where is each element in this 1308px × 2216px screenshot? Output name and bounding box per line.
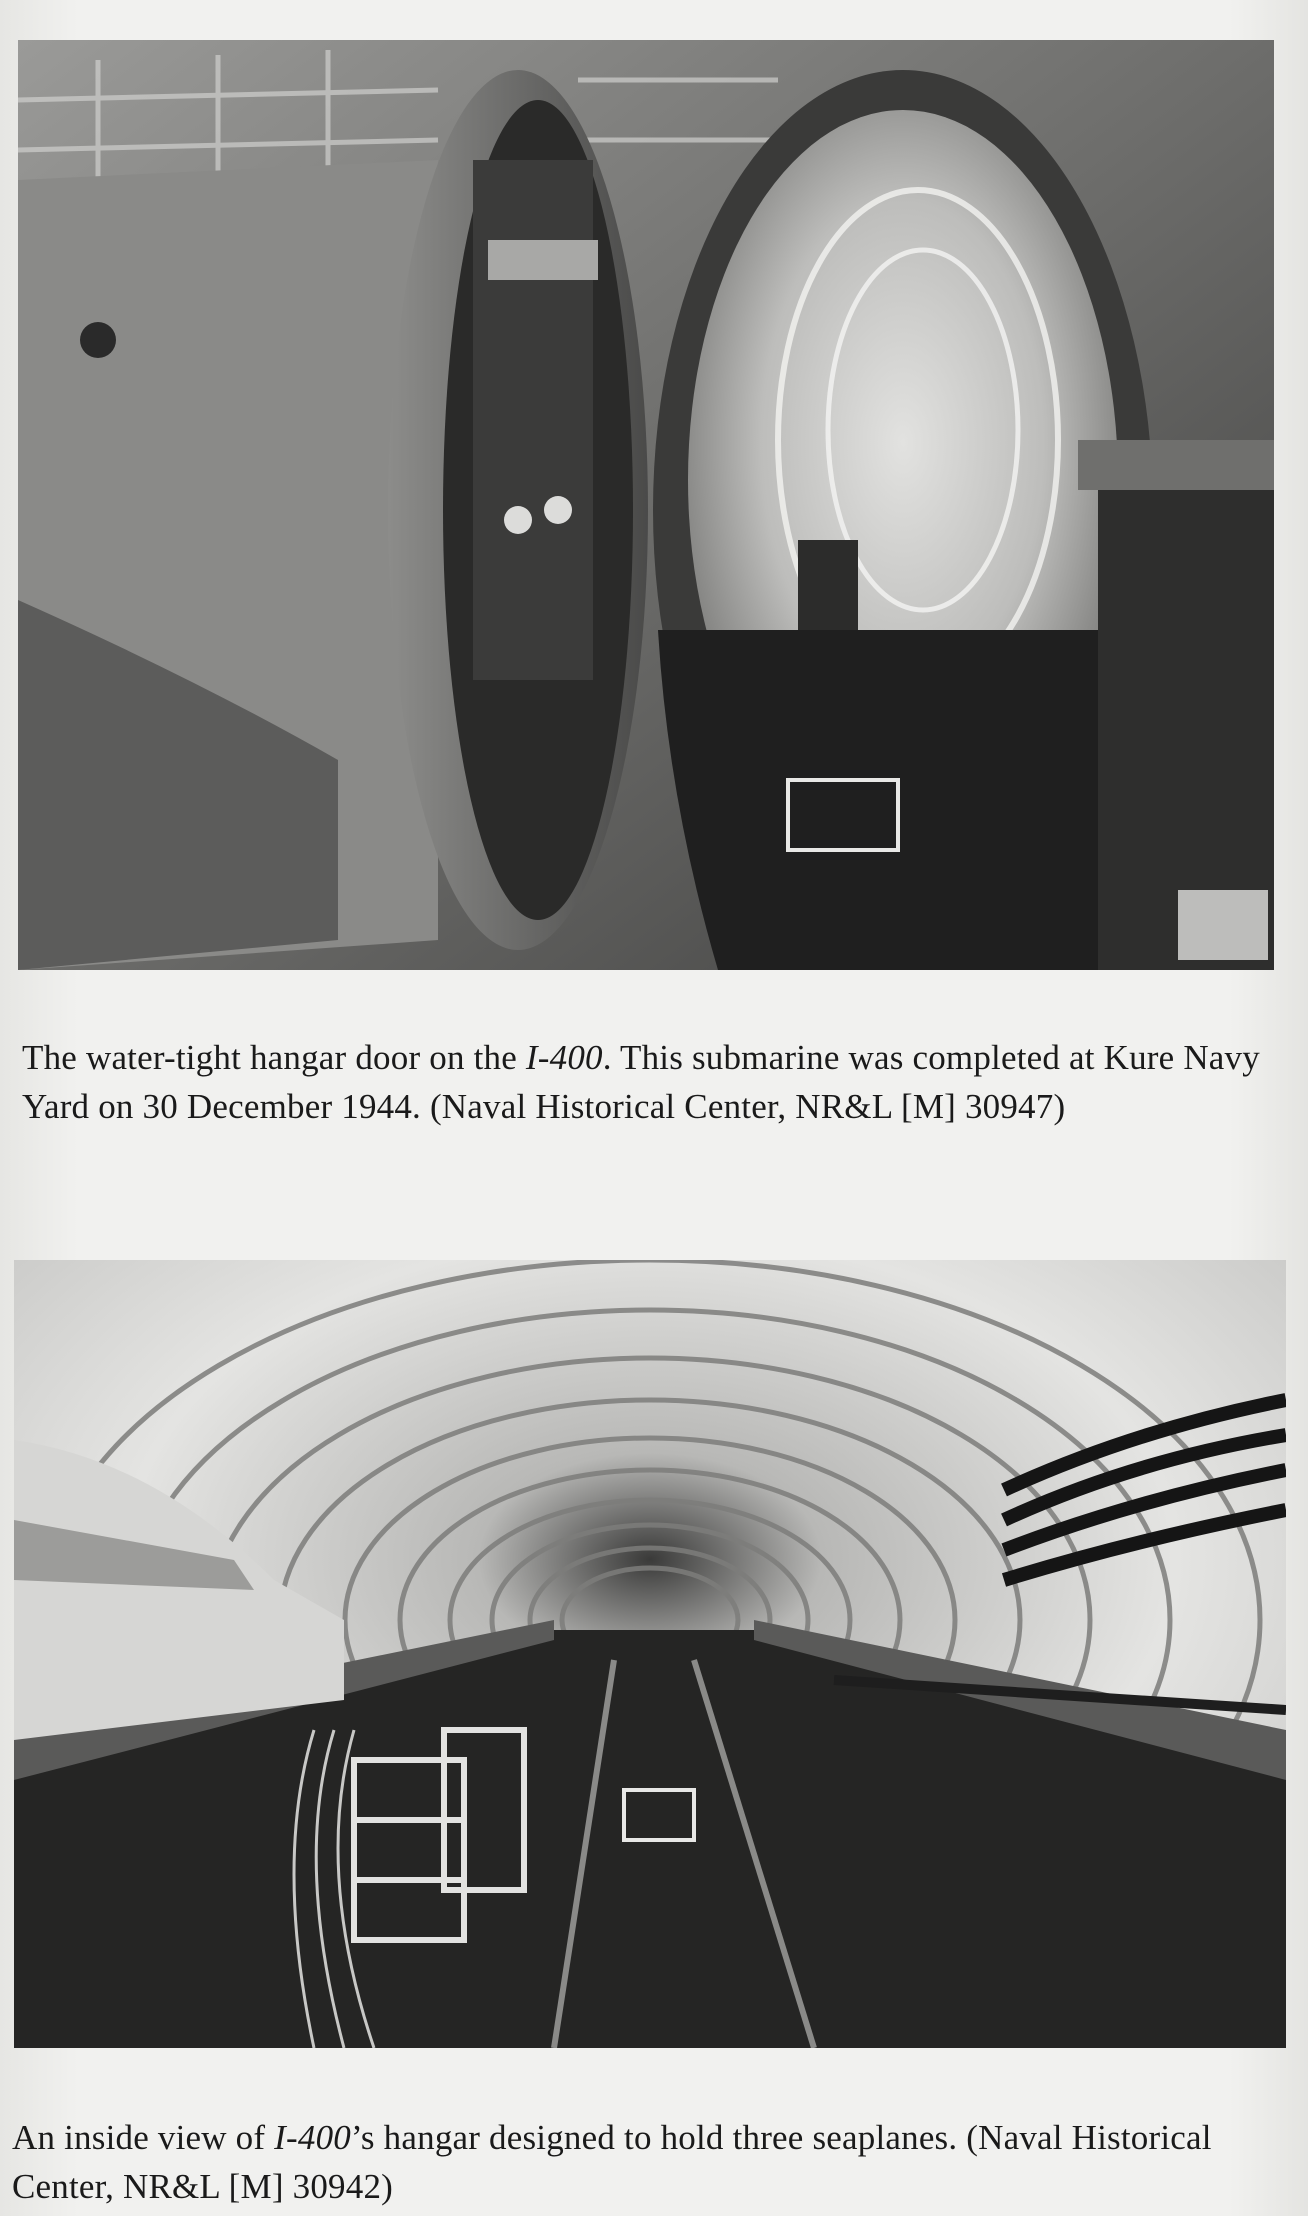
caption-text-post: ’s hangar designed to hold three seaplanes. (Naval Historical Center, NR&L [M] 30942) [12,2118,1212,2206]
vessel-name: I-400 [274,2118,351,2157]
caption-text-pre: The water-tight hangar door on the [22,1038,526,1077]
hangar-interior-photo [14,1260,1286,2048]
vessel-name: I-400 [525,1038,603,1077]
hangar-interior-caption [12,2113,1282,2211]
caption-text-post: . This submarine was completed at Kure Navy Yard on 30 December 1944. (Naval Historical Center, NR&L [M] 30947) [22,1038,1260,1126]
caption-text-pre: An inside view of [12,2118,275,2157]
hangar-door-photo [18,40,1274,970]
hangar-door-caption [22,1033,1262,1131]
